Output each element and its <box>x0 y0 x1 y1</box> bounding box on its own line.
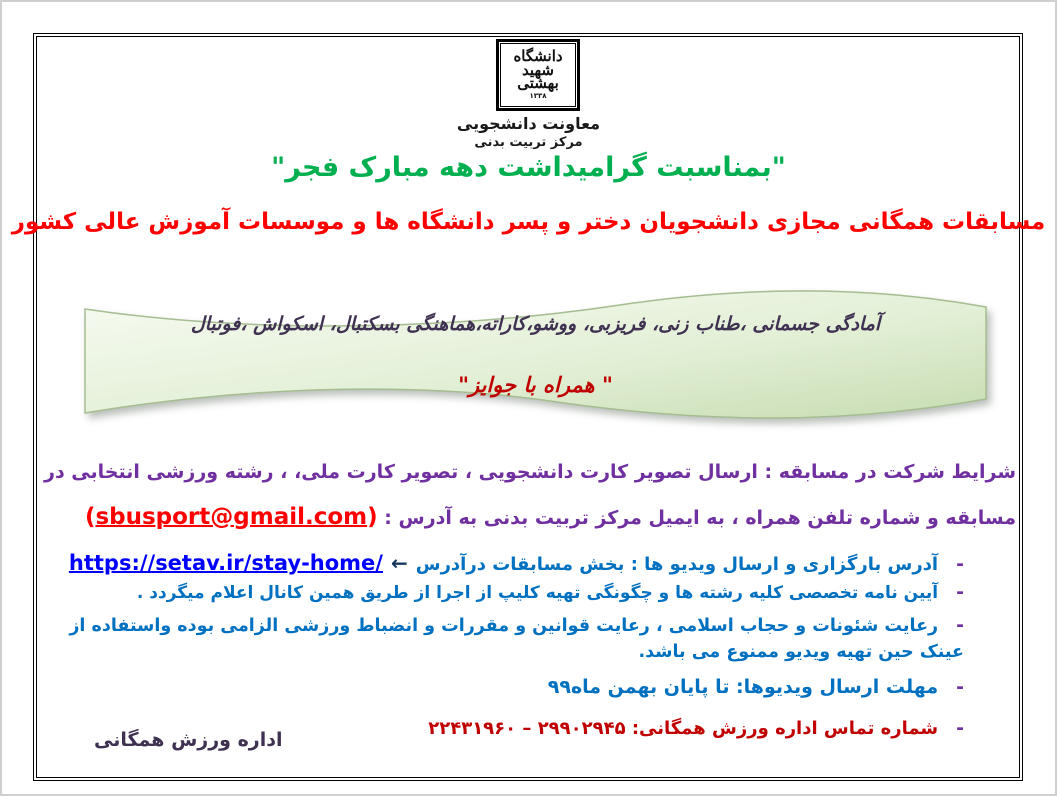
prize-note-text: " همراه با جوایز" <box>458 373 613 397</box>
university-logo-calligraphy <box>513 46 563 93</box>
bullet-dash: - <box>956 675 964 698</box>
left-arrow-icon: ← <box>390 551 408 575</box>
bullet-dash: - <box>956 581 964 603</box>
conditions-text: شرایط شرکت در مسابقه : ارسال تصویر کارت دانشجویی ، تصویر کارت ملی، ، رشته ورزشی انتخابی در مسابقه و شماره تلفن همراه ، به ایمیل مرکز تربیت بدنی به آدرس : <box>44 461 1016 529</box>
dress-code-text: رعایت شئونات و حجاب اسلامی ، رعایت قوانین و مقررات و انضباط ورزشی الزامی بوده واستفاده از عینک حین تهیه ویدیو ممنوع می باشد. <box>69 616 964 662</box>
logo-founding-year: ۱۳۳۸ <box>529 92 547 101</box>
bullet-dash: - <box>956 614 964 636</box>
bullet-deadline <box>44 676 964 698</box>
contact-email <box>85 504 378 530</box>
sports-list-text: آمادگی جسمانی ،طناب زنی، فریزبی، ووشو،کاراته،هماهنگی بسکتبال، اسکواش ،فوتبال <box>190 313 881 335</box>
deadline-text: مهلت ارسال ویدیوها: تا پایان بهمن ماه۹۹ <box>547 675 939 698</box>
email-paren-open: ( <box>84 503 96 530</box>
upload-address-label: آدرس بارگزاری و ارسال ویدیو ها : بخش مسابقات درآدرس <box>415 554 939 575</box>
logo-word-2: شهید <box>522 60 554 79</box>
bullet-dash: - <box>956 716 964 739</box>
bullet-dash: - <box>956 553 964 575</box>
sports-banner <box>80 283 991 432</box>
rules-announcement-text: آیین نامه تخصصی کلیه رشته ها و چگونگی تهیه کلیپ از اجرا از طریق همین کانال اعلام میگردد . <box>136 583 939 603</box>
page-title: "بمناسبت گرامیداشت دهه مبارک فجر" <box>271 152 786 183</box>
bullet-rules-announcement <box>44 581 964 603</box>
student-affairs-deputy-label: معاونت دانشجویی <box>456 114 601 133</box>
email-link[interactable]: sbusport@gmail.com <box>95 503 368 530</box>
university-logo-inner <box>500 43 576 107</box>
page-subtitle: مسابقات همگانی مجازی دانشجویان دختر و پسر دانشگاه ها و موسسات آموزش عالی کشور <box>11 209 1046 235</box>
physical-education-center-label: مرکز تربیت بدنی <box>474 135 583 150</box>
contact-phone-text: شماره تماس اداره ورزش همگانی: ۲۹۹۰۲۹۴۵ – ۲۲۴۳۱۹۶۰ <box>428 717 939 739</box>
upload-url-link[interactable]: https://setav.ir/stay-home/ <box>68 551 383 575</box>
bullet-upload-address <box>44 551 964 575</box>
bullet-dress-code <box>44 612 964 665</box>
details-bullet-list <box>44 551 964 739</box>
participation-conditions <box>44 452 1016 542</box>
university-logo <box>496 39 580 111</box>
logo-word-1: دانشگاه <box>513 46 563 65</box>
wave-shape <box>80 283 991 432</box>
email-paren-close: ) <box>367 503 378 530</box>
issuing-office-label: اداره ورزش همگانی <box>94 729 283 751</box>
logo-word-3: بهشتی <box>517 74 559 93</box>
